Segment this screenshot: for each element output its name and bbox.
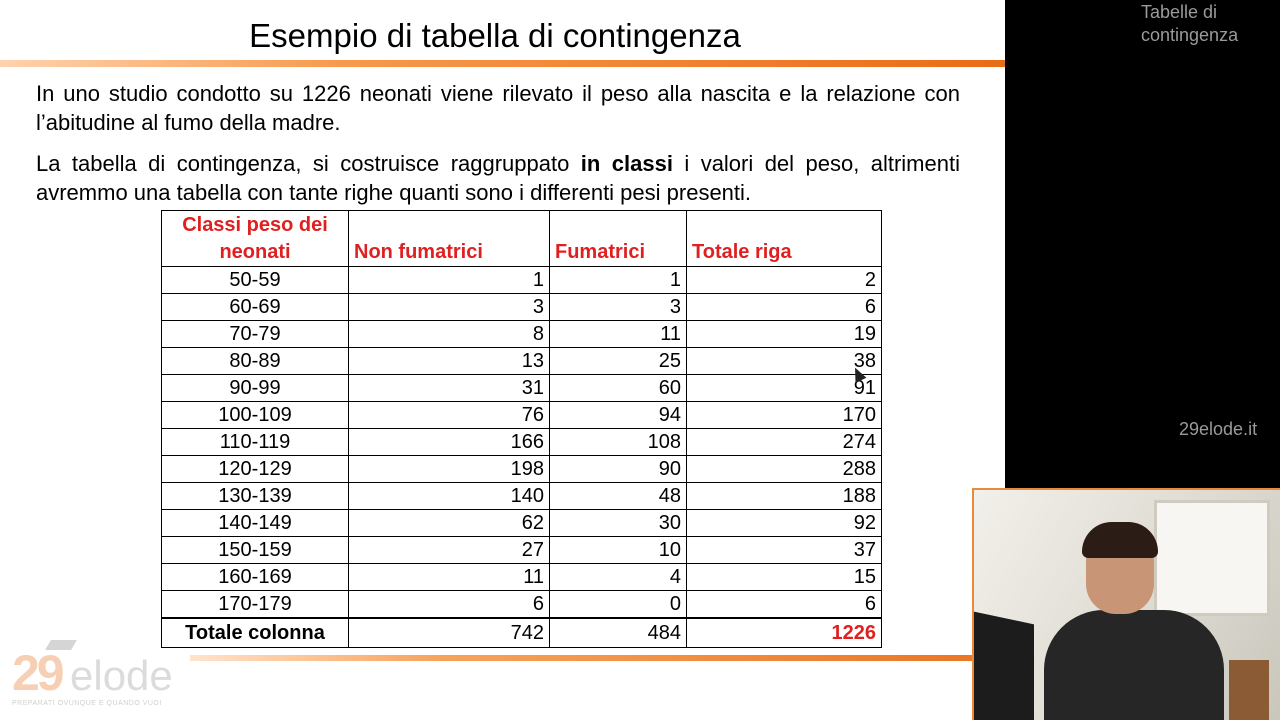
site-label: 29elode.it (1179, 419, 1258, 439)
cell-smokers: 108 (550, 429, 687, 456)
cell-weight-class: 60-69 (162, 294, 349, 321)
method-paragraph (36, 149, 960, 207)
logo-word: elode (70, 652, 173, 699)
total-non-smokers: 742 (349, 618, 550, 648)
cell-weight-class: 50-59 (162, 267, 349, 294)
cell-weight-class: 140-149 (162, 510, 349, 537)
table-row (162, 402, 882, 429)
cell-smokers: 4 (550, 564, 687, 591)
table-row (162, 564, 882, 591)
cell-row-total: 37 (687, 537, 882, 564)
cell-row-total: 2 (687, 267, 882, 294)
cell-row-total: 288 (687, 456, 882, 483)
presenter-hair (1082, 522, 1158, 558)
table-row (162, 429, 882, 456)
cell-non-smokers: 140 (349, 483, 550, 510)
laptop (974, 612, 1034, 720)
cell-smokers: 60 (550, 375, 687, 402)
cell-smokers: 30 (550, 510, 687, 537)
cell-smokers: 3 (550, 294, 687, 321)
cell-smokers: 25 (550, 348, 687, 375)
cell-non-smokers: 3 (349, 294, 550, 321)
cell-weight-class: 110-119 (162, 429, 349, 456)
cell-non-smokers: 13 (349, 348, 550, 375)
total-smokers: 484 (550, 618, 687, 648)
table-header-row (162, 211, 882, 267)
cell-row-total: 15 (687, 564, 882, 591)
cell-non-smokers: 198 (349, 456, 550, 483)
cell-weight-class: 100-109 (162, 402, 349, 429)
presenter-webcam (972, 488, 1280, 720)
intro-paragraph: In uno studio condotto su 1226 neonati viene rilevato il peso alla nascita e la relazione con l’abitudine al fumo della madre. (36, 81, 960, 135)
cell-smokers: 10 (550, 537, 687, 564)
cell-weight-class: 150-159 (162, 537, 349, 564)
header-non-smokers: Non fumatrici (349, 211, 550, 267)
method-text-end: i valori del peso, altrimenti avremmo una tabella con tante righe quanti sono i differenti pesi presenti. (36, 151, 960, 205)
table-row (162, 375, 882, 402)
table-row (162, 294, 882, 321)
table-row (162, 348, 882, 375)
cell-smokers: 11 (550, 321, 687, 348)
lesson-title: Tabelle di contingenza (1141, 2, 1239, 45)
cell-weight-class: 130-139 (162, 483, 349, 510)
table-row (162, 591, 882, 619)
logo-tagline: PREPARATI OVUNQUE E QUANDO VUOI (12, 700, 162, 707)
cell-non-smokers: 31 (349, 375, 550, 402)
cell-weight-class: 170-179 (162, 591, 349, 619)
cell-smokers: 94 (550, 402, 687, 429)
table-row (162, 456, 882, 483)
table-total-row (162, 618, 882, 648)
footer-divider (190, 655, 1005, 661)
cell-row-total: 92 (687, 510, 882, 537)
logo-number: 29 (12, 645, 62, 701)
cell-weight-class: 90-99 (162, 375, 349, 402)
table-row (162, 321, 882, 348)
table-body (162, 267, 882, 619)
method-text-start: La tabella di contingenza, si costruisce raggruppato (36, 151, 581, 176)
cell-non-smokers: 166 (349, 429, 550, 456)
cell-smokers: 0 (550, 591, 687, 619)
cell-non-smokers: 6 (349, 591, 550, 619)
header-smokers: Fumatrici (550, 211, 687, 267)
header-weight-class: Classi peso dei neonati (162, 211, 349, 267)
cell-non-smokers: 76 (349, 402, 550, 429)
webcam-chair (1229, 660, 1269, 720)
presenter-body (1044, 610, 1224, 720)
title-divider (0, 60, 1005, 67)
cell-smokers: 1 (550, 267, 687, 294)
brand-logo (12, 640, 212, 718)
cell-smokers: 48 (550, 483, 687, 510)
table-row (162, 537, 882, 564)
method-text-bold: in classi (580, 151, 673, 176)
slide-title: Esempio di tabella di contingenza (249, 17, 741, 54)
cell-weight-class: 160-169 (162, 564, 349, 591)
cell-non-smokers: 8 (349, 321, 550, 348)
cell-row-total: 19 (687, 321, 882, 348)
cell-weight-class: 120-129 (162, 456, 349, 483)
table-row (162, 510, 882, 537)
webcam-window (1154, 500, 1270, 616)
cell-row-total: 274 (687, 429, 882, 456)
cell-non-smokers: 27 (349, 537, 550, 564)
cell-row-total: 6 (687, 591, 882, 619)
cell-row-total: 188 (687, 483, 882, 510)
header-row-total: Totale riga (687, 211, 882, 267)
cell-row-total: 91 (687, 375, 882, 402)
cell-row-total: 170 (687, 402, 882, 429)
table-row (162, 267, 882, 294)
grand-total: 1226 (687, 618, 882, 648)
cell-weight-class: 70-79 (162, 321, 349, 348)
cell-non-smokers: 1 (349, 267, 550, 294)
total-label: Totale colonna (162, 618, 349, 648)
cell-row-total: 6 (687, 294, 882, 321)
contingency-table (161, 210, 882, 648)
cell-smokers: 90 (550, 456, 687, 483)
cell-non-smokers: 62 (349, 510, 550, 537)
cell-non-smokers: 11 (349, 564, 550, 591)
cell-row-total: 38 (687, 348, 882, 375)
table-row (162, 483, 882, 510)
cell-weight-class: 80-89 (162, 348, 349, 375)
